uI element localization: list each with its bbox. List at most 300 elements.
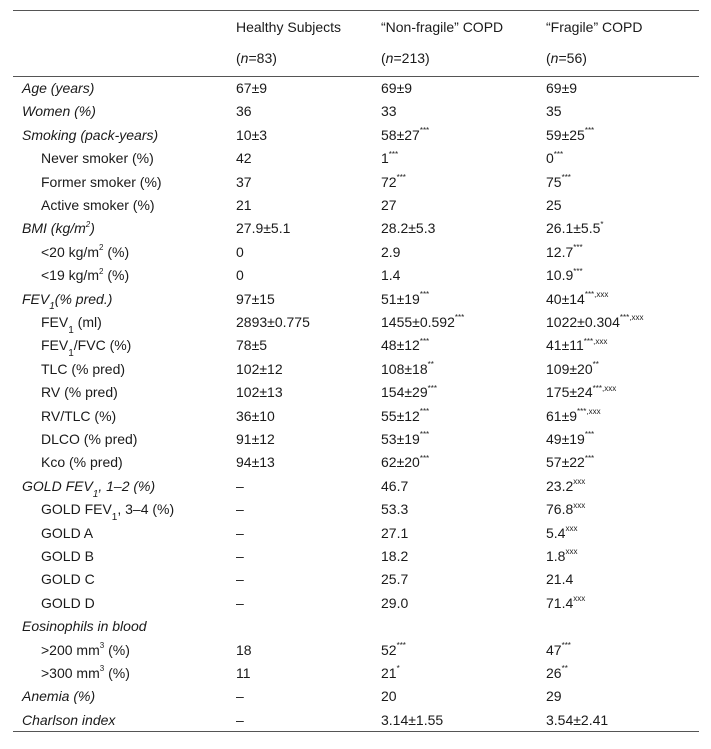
- value-col2: [381, 217, 435, 240]
- value-col3: [546, 639, 571, 662]
- cell-value: –: [236, 477, 244, 494]
- value-col1: [236, 194, 252, 217]
- value-col2: [381, 241, 400, 264]
- value-col2: [381, 77, 412, 100]
- value-col2: [381, 522, 408, 545]
- cell-value: 75: [546, 173, 562, 190]
- value-col3: [546, 334, 607, 357]
- significance-marker: ***: [584, 430, 595, 440]
- label-tail: , 1–2 (%): [98, 477, 156, 494]
- significance-marker: ***: [396, 640, 406, 650]
- row-label: [41, 568, 95, 591]
- label-text: Active smoker (%): [41, 197, 155, 213]
- label-tail: /FVC (%): [73, 337, 132, 354]
- cell-value: 0: [236, 243, 244, 260]
- cell-value: 53.3: [381, 501, 409, 518]
- row-label: [41, 545, 94, 568]
- label-tail: (%): [104, 641, 130, 658]
- significance-marker: ***: [419, 406, 430, 416]
- label-text: GOLD A: [41, 524, 94, 541]
- table-row: [13, 77, 699, 100]
- label-text: FEV: [41, 314, 69, 330]
- row-label: [22, 124, 158, 147]
- label-text: Age (years): [22, 80, 95, 96]
- significance-marker: ***: [454, 313, 465, 323]
- value-col3: [546, 171, 571, 194]
- value-col3: [546, 522, 577, 545]
- value-col1: [236, 288, 275, 311]
- table-row: [13, 288, 699, 311]
- cell-value: 27: [381, 197, 397, 213]
- label-superscript: 2: [85, 219, 91, 229]
- row-label: [41, 241, 129, 264]
- header-healthy: Healthy Subjects: [236, 19, 342, 35]
- label-tail: ): [90, 220, 95, 237]
- value-col2: [381, 171, 406, 194]
- bottom-rule: [13, 731, 699, 732]
- significance-marker: *: [396, 664, 400, 674]
- significance-marker: **: [561, 664, 568, 674]
- cell-value: 29.0: [381, 594, 409, 611]
- value-col3: [546, 428, 594, 451]
- row-label: [41, 639, 130, 662]
- cell-value: 154±29: [381, 384, 428, 401]
- value-col2: [381, 405, 429, 428]
- header-n-row: [13, 47, 699, 70]
- significance-marker: ***: [561, 640, 571, 650]
- label-tail: (%): [104, 665, 130, 681]
- top-rule: [13, 10, 699, 11]
- value-col3: [546, 358, 599, 381]
- value-col3: [546, 498, 585, 521]
- cell-value: 48±12: [381, 337, 420, 354]
- label-tail: (ml): [73, 314, 102, 330]
- label-text: FEV: [41, 337, 69, 354]
- significance-marker: ***: [419, 336, 430, 346]
- row-label: [41, 498, 174, 521]
- value-col2: [381, 451, 429, 474]
- cell-value: 35: [546, 103, 562, 120]
- table-row: [13, 451, 699, 474]
- cell-value: 25: [546, 197, 562, 213]
- label-text: Former smoker (%): [41, 173, 162, 190]
- significance-marker: ***: [419, 430, 430, 440]
- cell-value: 62±20: [381, 454, 420, 471]
- cell-value: 33: [381, 103, 397, 120]
- value-col1: [236, 124, 267, 147]
- significance-marker: xxx: [573, 594, 586, 604]
- cell-value: 109±20: [546, 360, 593, 377]
- table-row: [13, 171, 699, 194]
- cell-value: 72: [381, 173, 397, 190]
- significance-marker: ***: [427, 383, 437, 393]
- label-text: GOLD FEV: [41, 501, 112, 518]
- cell-value: 1455±0.592: [381, 314, 455, 330]
- cell-value: 71.4: [546, 594, 574, 611]
- table-row: [13, 709, 699, 732]
- cell-value: –: [236, 594, 244, 611]
- cell-value: –: [236, 571, 244, 588]
- row-label: [22, 77, 94, 100]
- row-label: [22, 615, 147, 638]
- row-label: [22, 217, 95, 240]
- cell-value: 97±15: [236, 290, 275, 307]
- label-superscript: 3: [99, 640, 105, 650]
- cell-value: 3.14±1.55: [381, 711, 444, 728]
- cell-value: –: [236, 548, 244, 564]
- table-row: [13, 592, 699, 615]
- label-subscript: 1: [49, 301, 55, 313]
- cell-value: 102±12: [236, 360, 283, 377]
- table-row: [13, 522, 699, 545]
- value-col3: [546, 662, 568, 685]
- cell-value: 3.54±2.41: [546, 711, 609, 728]
- cell-value: 69±9: [546, 80, 578, 96]
- label-superscript: 2: [98, 243, 104, 253]
- value-col3: [546, 194, 562, 217]
- value-col2: [381, 428, 429, 451]
- significance-marker: xxx: [573, 477, 586, 487]
- cell-value: 18: [236, 641, 252, 658]
- value-col1: [236, 709, 244, 732]
- row-label: [22, 475, 155, 498]
- value-col2: [381, 124, 429, 147]
- label-text: Kco (% pred): [41, 454, 123, 471]
- row-label: [41, 592, 95, 615]
- row-label: [41, 451, 123, 474]
- cell-value: 53±19: [381, 431, 420, 447]
- cell-value: 23.2: [546, 477, 574, 494]
- table-row: [13, 498, 699, 521]
- row-label: [41, 194, 155, 217]
- cell-value: 21.4: [546, 571, 574, 588]
- cell-value: 5.4: [546, 524, 566, 541]
- value-col2: [381, 264, 400, 287]
- cell-value: 61±9: [546, 407, 578, 424]
- table-row: [13, 615, 699, 638]
- cell-value: 26.1±5.5: [546, 220, 601, 237]
- cell-value: 175±24: [546, 384, 593, 401]
- header-non-fragile: “Non-fragile” COPD: [381, 19, 504, 35]
- value-col3: [546, 451, 594, 474]
- table-row: [13, 334, 699, 360]
- value-col2: [381, 334, 429, 357]
- value-col1: [236, 522, 244, 545]
- value-col2: [381, 592, 408, 615]
- cell-value: 42: [236, 150, 252, 167]
- label-subscript: 1: [68, 324, 74, 336]
- cell-value: 91±12: [236, 431, 275, 447]
- value-col1: [236, 381, 283, 404]
- value-col2: [381, 381, 437, 404]
- cell-value: 18.2: [381, 548, 409, 564]
- label-tail: , 3–4 (%): [117, 501, 175, 518]
- cell-value: 36: [236, 103, 252, 120]
- table-row: [13, 311, 699, 334]
- label-text: <19 kg/m: [41, 267, 99, 284]
- significance-marker: ***: [419, 453, 430, 463]
- significance-marker: xxx: [565, 547, 578, 557]
- cell-value: 25.7: [381, 571, 409, 588]
- cell-value: 58±27: [381, 126, 420, 143]
- cell-value: 59±25: [546, 126, 585, 143]
- significance-marker: ***: [396, 172, 406, 182]
- label-subscript: 1: [111, 511, 118, 523]
- table-row: [13, 428, 699, 451]
- row-label: [41, 428, 137, 451]
- label-text: >300 mm: [41, 665, 100, 681]
- value-col3: [546, 100, 562, 123]
- value-col1: [236, 498, 244, 521]
- table-row: [13, 194, 699, 217]
- value-col3: [546, 77, 577, 100]
- cell-value: 41±11: [546, 337, 584, 354]
- cell-value: –: [236, 501, 244, 518]
- value-col1: [236, 475, 244, 498]
- table-row: [13, 358, 699, 381]
- significance-marker: xxx: [565, 523, 578, 533]
- label-text: RV (% pred): [41, 384, 118, 401]
- significance-marker: ***: [584, 126, 595, 136]
- label-text: GOLD B: [41, 548, 94, 564]
- value-col3: [546, 381, 616, 404]
- cell-value: 20: [381, 688, 397, 705]
- label-superscript: 2: [98, 266, 104, 276]
- value-col2: [381, 639, 406, 662]
- cell-value: 67±9: [236, 80, 268, 96]
- table-row: [13, 100, 699, 123]
- value-col2: [381, 100, 397, 123]
- value-col1: [236, 334, 267, 357]
- cell-value: 2.9: [381, 243, 401, 260]
- header-n-healthy: (n=83): [236, 50, 277, 66]
- value-col3: [546, 264, 583, 287]
- table-row: [13, 405, 699, 428]
- label-text: Women (%): [22, 103, 96, 120]
- label-text: DLCO (% pred): [41, 431, 138, 447]
- value-col1: [236, 358, 283, 381]
- table-row: [13, 241, 699, 264]
- label-text: BMI (kg/m: [22, 220, 86, 237]
- row-label: [41, 311, 102, 334]
- value-col2: [381, 311, 464, 334]
- label-text: GOLD C: [41, 571, 95, 588]
- significance-marker: ***: [584, 453, 595, 463]
- header-fragile: “Fragile” COPD: [546, 19, 643, 35]
- significance-marker: ***: [419, 289, 430, 299]
- cell-value: 21: [236, 197, 252, 213]
- significance-marker: xxx: [573, 500, 586, 510]
- cell-value: 40±14: [546, 290, 585, 307]
- significance-marker: ***: [553, 149, 564, 159]
- label-subscript: 1: [92, 488, 99, 500]
- significance-marker: ***: [573, 243, 583, 253]
- value-col2: [381, 498, 408, 521]
- cell-value: 36±10: [236, 407, 275, 424]
- value-col2: [381, 568, 408, 591]
- value-col1: [236, 592, 244, 615]
- cell-value: 78±5: [236, 337, 268, 354]
- table-row: [13, 147, 699, 170]
- value-col1: [236, 217, 290, 240]
- table-row: [13, 639, 699, 662]
- row-label: [41, 358, 125, 381]
- value-col1: [236, 405, 275, 428]
- row-label: [41, 264, 129, 287]
- value-col1: [236, 545, 244, 568]
- cell-value: 1.4: [381, 267, 401, 284]
- cell-value: 37: [236, 173, 252, 190]
- value-col1: [236, 100, 252, 123]
- cell-value: –: [236, 524, 244, 541]
- value-col1: [236, 241, 244, 264]
- value-col2: [381, 662, 400, 685]
- value-col3: [546, 568, 573, 591]
- cell-value: 29: [546, 688, 562, 705]
- header-row: [13, 16, 699, 39]
- cell-value: 21: [381, 665, 397, 681]
- row-label: [41, 334, 132, 360]
- label-superscript: 3: [99, 664, 105, 674]
- table-row: [13, 475, 699, 498]
- significance-marker: ***: [561, 172, 571, 182]
- value-col1: [236, 662, 251, 685]
- value-col2: [381, 475, 408, 498]
- value-col3: [546, 475, 585, 498]
- value-col1: [236, 311, 310, 334]
- label-text: GOLD D: [41, 594, 95, 611]
- value-col3: [546, 709, 608, 732]
- label-tail: (%): [103, 243, 130, 260]
- cell-value: 1: [381, 150, 389, 167]
- cell-value: 28.2±5.3: [381, 220, 436, 237]
- value-col3: [546, 124, 594, 147]
- value-col1: [236, 428, 275, 451]
- cell-value: 0: [236, 267, 244, 284]
- cell-value: 10.9: [546, 267, 574, 284]
- cell-value: 10±3: [236, 126, 268, 143]
- significance-marker: *: [600, 219, 604, 229]
- value-col1: [236, 77, 267, 100]
- significance-marker: **: [427, 360, 434, 370]
- label-text: Anemia (%): [22, 688, 96, 705]
- label-text: FEV: [22, 290, 50, 307]
- label-text: >200 mm: [41, 641, 100, 658]
- value-col3: [546, 288, 608, 311]
- table-row: [13, 217, 699, 240]
- value-col1: [236, 147, 252, 170]
- label-text: GOLD FEV: [22, 477, 93, 494]
- significance-marker: ***,xxx: [619, 313, 644, 323]
- value-col2: [381, 288, 429, 311]
- cell-value: 52: [381, 641, 397, 658]
- significance-marker: ***,xxx: [577, 406, 601, 416]
- label-tail: (% pred.): [54, 290, 113, 307]
- cell-value: 94±13: [236, 454, 275, 471]
- label-text: Never smoker (%): [41, 150, 154, 167]
- cell-value: 26: [546, 665, 562, 681]
- cell-value: 12.7: [546, 243, 574, 260]
- value-col1: [236, 171, 252, 194]
- significance-marker: ***,xxx: [583, 336, 608, 346]
- table-row: [13, 381, 699, 404]
- label-text: <20 kg/m: [41, 243, 99, 260]
- row-label: [22, 685, 95, 708]
- cell-value: 57±22: [546, 454, 585, 471]
- row-label: [41, 662, 130, 685]
- header-n-non-fragile: (n=213): [381, 50, 430, 66]
- value-col1: [236, 685, 244, 708]
- cell-value: 76.8: [546, 501, 574, 518]
- cell-value: 0: [546, 150, 554, 167]
- row-label: [41, 381, 118, 404]
- value-col3: [546, 685, 562, 708]
- table-row: [13, 264, 699, 287]
- cell-value: 27.9±5.1: [236, 220, 291, 237]
- table-row: [13, 662, 699, 685]
- significance-marker: ***: [419, 126, 430, 136]
- row-label: [41, 405, 116, 428]
- cell-value: 108±18: [381, 360, 428, 377]
- cell-value: 51±19: [381, 290, 420, 307]
- table-row: [13, 568, 699, 591]
- cell-value: 1022±0.304: [546, 314, 620, 330]
- label-text: Charlson index: [22, 711, 116, 728]
- cell-value: 55±12: [381, 407, 420, 424]
- significance-marker: ***,xxx: [584, 289, 609, 299]
- value-col3: [546, 592, 585, 615]
- label-text: TLC (% pred): [41, 360, 126, 377]
- cell-value: 11: [236, 665, 251, 681]
- label-subscript: 1: [68, 348, 74, 360]
- row-label: [22, 709, 115, 732]
- value-col2: [381, 685, 397, 708]
- row-label: [22, 288, 112, 311]
- value-col1: [236, 639, 252, 662]
- table-row: [13, 685, 699, 708]
- cell-value: 1.8: [546, 548, 566, 564]
- table-row: [13, 124, 699, 147]
- cell-value: –: [236, 688, 244, 705]
- cell-value: 46.7: [381, 477, 409, 494]
- cell-value: 102±13: [236, 384, 283, 401]
- label-tail: (%): [103, 267, 130, 284]
- value-col3: [546, 217, 604, 240]
- value-col2: [381, 545, 408, 568]
- value-col2: [381, 709, 443, 732]
- value-col1: [236, 451, 275, 474]
- value-col2: [381, 147, 398, 170]
- value-col2: [381, 358, 434, 381]
- significance-marker: ***: [388, 149, 399, 159]
- row-label: [41, 147, 154, 170]
- label-text: RV/TLC (%): [41, 407, 117, 424]
- row-label: [41, 171, 162, 194]
- label-text: Smoking (pack-years): [22, 126, 159, 143]
- value-col3: [546, 147, 563, 170]
- label-text: Eosinophils in blood: [22, 618, 147, 635]
- cell-value: 27.1: [381, 524, 409, 541]
- value-col1: [236, 568, 244, 591]
- table-row: [13, 545, 699, 568]
- cell-value: –: [236, 711, 244, 728]
- value-col2: [381, 194, 397, 217]
- value-col3: [546, 405, 601, 428]
- significance-marker: **: [592, 360, 599, 370]
- value-col3: [546, 545, 577, 568]
- cell-value: 69±9: [381, 80, 413, 96]
- significance-marker: ***: [573, 266, 583, 276]
